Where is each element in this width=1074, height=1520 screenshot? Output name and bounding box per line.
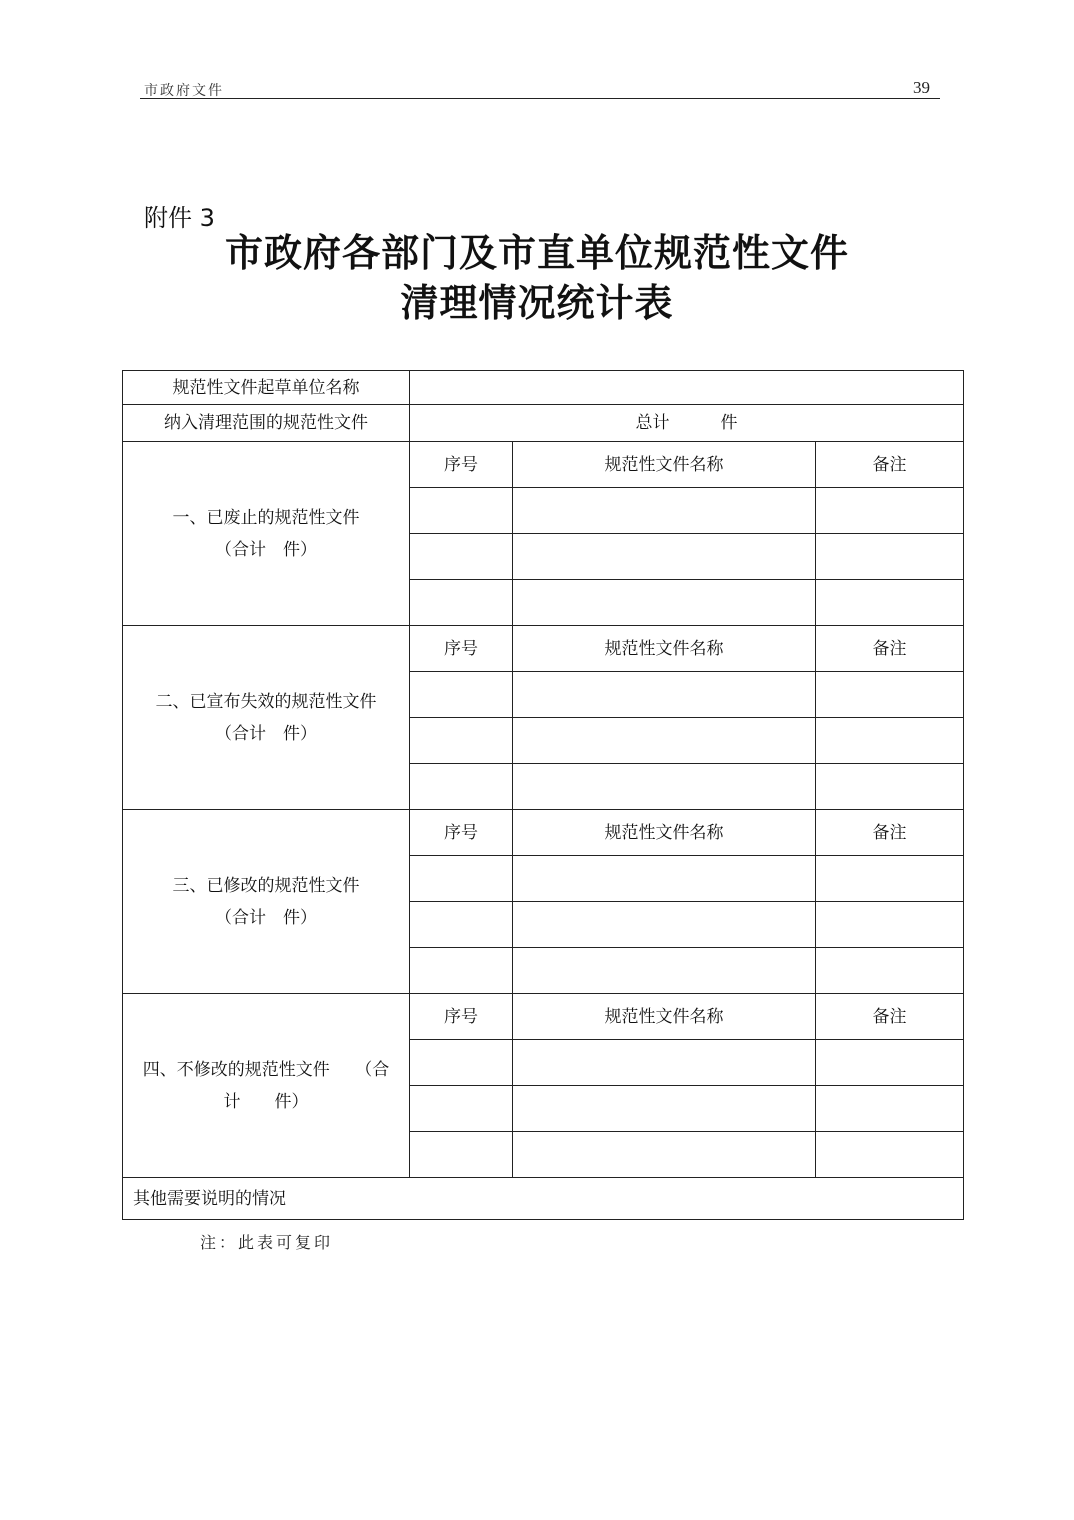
note-cell[interactable] (816, 1132, 964, 1178)
document-title (0, 228, 1074, 328)
seq-cell[interactable] (410, 764, 513, 810)
section-2-label-cell (123, 626, 410, 810)
section-1-label: 一、已废止的规范性文件 (172, 507, 360, 528)
seq-header: 序号 (410, 442, 513, 488)
note-cell[interactable] (816, 902, 964, 948)
seq-cell[interactable] (410, 856, 513, 902)
note-cell[interactable] (816, 1040, 964, 1086)
seq-cell[interactable] (410, 580, 513, 626)
section-2-total: （合计 件） (215, 723, 317, 744)
seq-cell[interactable] (410, 534, 513, 580)
section-header-row (123, 442, 964, 488)
note-cell[interactable] (816, 948, 964, 994)
file-name-cell[interactable] (513, 1132, 816, 1178)
name-header: 规范性文件名称 (513, 994, 816, 1040)
seq-cell[interactable] (410, 488, 513, 534)
note-cell[interactable] (816, 672, 964, 718)
other-notes-label[interactable]: 其他需要说明的情况 (123, 1178, 964, 1220)
section-1-total: （合计 件） (215, 539, 317, 560)
section-header-row (123, 626, 964, 672)
drafting-unit-label: 规范性文件起草单位名称 (123, 371, 410, 405)
running-header (140, 78, 940, 99)
section-3-label: 三、已修改的规范性文件 (172, 875, 360, 896)
note-header: 备注 (816, 442, 964, 488)
note-cell[interactable] (816, 856, 964, 902)
attachment-label: 附件 3 (144, 204, 215, 232)
section-4-label-cell (123, 994, 410, 1178)
title-line-1: 市政府各部门及市直单位规范性文件 (224, 230, 849, 275)
file-name-cell[interactable] (513, 902, 816, 948)
section-3-total: （合计 件） (215, 907, 317, 928)
note-cell[interactable] (816, 534, 964, 580)
seq-cell[interactable] (410, 948, 513, 994)
seq-cell[interactable] (410, 672, 513, 718)
note-cell[interactable] (816, 764, 964, 810)
note-cell[interactable] (816, 718, 964, 764)
file-name-cell[interactable] (513, 580, 816, 626)
note-cell[interactable] (816, 488, 964, 534)
section-3-label-cell (123, 810, 410, 994)
seq-header: 序号 (410, 810, 513, 856)
note-header: 备注 (816, 810, 964, 856)
file-name-cell[interactable] (513, 488, 816, 534)
file-name-cell[interactable] (513, 1040, 816, 1086)
file-name-cell[interactable] (513, 534, 816, 580)
header-doc-type: 市政府文件 (144, 83, 224, 99)
name-header: 规范性文件名称 (513, 810, 816, 856)
seq-cell[interactable] (410, 902, 513, 948)
seq-cell[interactable] (410, 1040, 513, 1086)
section-4-label: 四、不修改的规范性文件 （合 (142, 1059, 390, 1080)
drafting-unit-row (123, 371, 964, 405)
seq-cell[interactable] (410, 1132, 513, 1178)
other-notes-row (123, 1178, 964, 1220)
section-4-total: 计 件） (223, 1091, 309, 1112)
seq-cell[interactable] (410, 718, 513, 764)
statistics-table (122, 370, 964, 1220)
note-header: 备注 (816, 626, 964, 672)
file-name-cell[interactable] (513, 718, 816, 764)
title-line-2: 清理情况统计表 (400, 280, 674, 325)
section-header-row (123, 994, 964, 1040)
file-name-cell[interactable] (513, 764, 816, 810)
drafting-unit-value[interactable] (410, 371, 964, 405)
seq-cell[interactable] (410, 1086, 513, 1132)
scope-row (123, 405, 964, 442)
file-name-cell[interactable] (513, 1086, 816, 1132)
file-name-cell[interactable] (513, 672, 816, 718)
note-header: 备注 (816, 994, 964, 1040)
file-name-cell[interactable] (513, 948, 816, 994)
scope-label: 纳入清理范围的规范性文件 (123, 405, 410, 442)
name-header: 规范性文件名称 (513, 442, 816, 488)
section-header-row (123, 810, 964, 856)
name-header: 规范性文件名称 (513, 626, 816, 672)
section-1-label-cell (123, 442, 410, 626)
footnote: 注：此表可复印 (200, 1233, 334, 1252)
file-name-cell[interactable] (513, 856, 816, 902)
page-number: 39 (913, 78, 930, 97)
seq-header: 序号 (410, 994, 513, 1040)
scope-total-value[interactable]: 总计 件 (410, 405, 964, 442)
section-2-label: 二、已宣布失效的规范性文件 (155, 691, 377, 712)
note-cell[interactable] (816, 580, 964, 626)
seq-header: 序号 (410, 626, 513, 672)
note-cell[interactable] (816, 1086, 964, 1132)
